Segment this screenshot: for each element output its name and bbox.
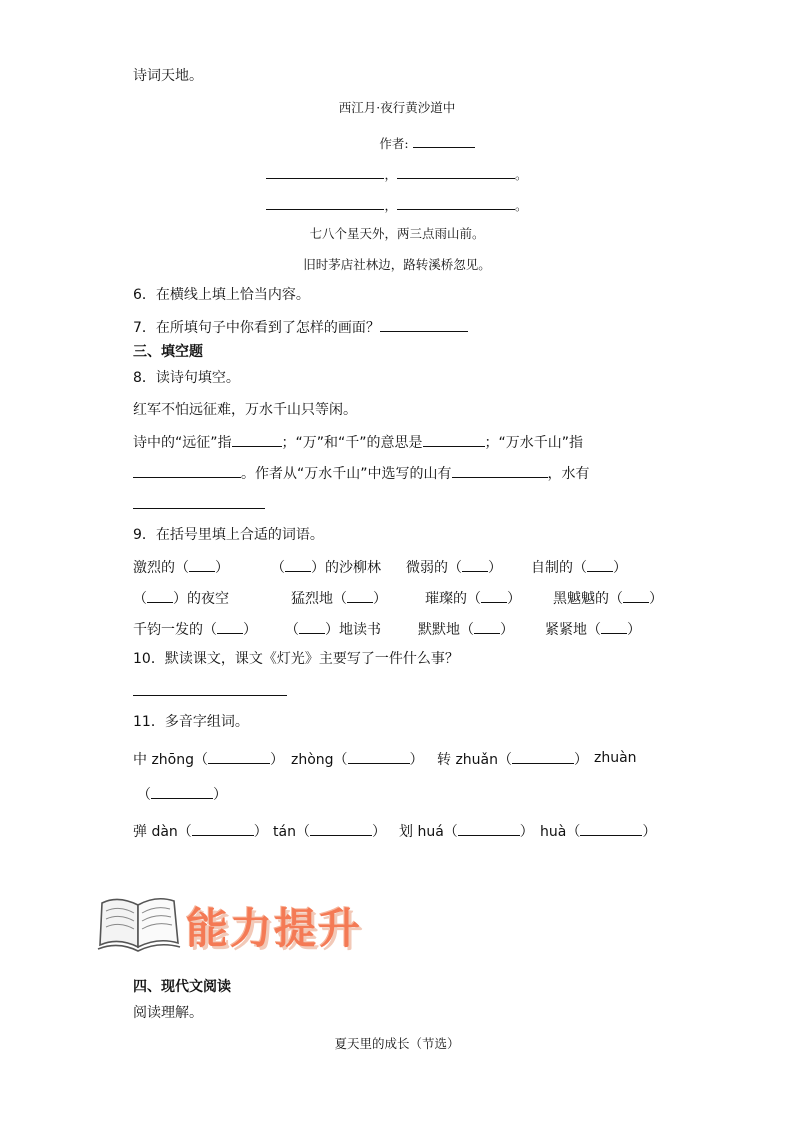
section-3-heading: 三、填空题 <box>133 344 203 360</box>
poem-line-2 <box>0 195 794 214</box>
q9-item-8: 黑魆魆的（ ） <box>553 588 663 608</box>
q9-item-9: 千钧一发的（ ） <box>133 619 257 639</box>
question-7 <box>133 317 468 337</box>
comma-2: ， <box>384 198 397 213</box>
q8-p5: ，水有 <box>547 466 590 482</box>
q11-item-zhuan4-blank: （ ） <box>137 784 227 804</box>
reading-prompt: 阅读理解。 <box>133 1005 203 1021</box>
author-label: 作者: <box>379 136 409 151</box>
period-2: 。 <box>515 198 528 213</box>
section-4-heading: 四、现代文阅读 <box>133 979 231 995</box>
q11-item-zhong1: 中 zhōng（ ） <box>133 749 284 769</box>
q9-item-6: 猛烈地（ ） <box>291 588 387 608</box>
q9-item-12: 紧紧地（ ） <box>545 619 641 639</box>
q8-blank-1[interactable] <box>232 432 282 447</box>
q9-item-10: （ ）地读书 <box>285 619 381 639</box>
poem-author <box>30 133 794 152</box>
question-11-title: 11．多音字组词。 <box>133 714 249 730</box>
question-6: 6．在横线上填上恰当内容。 <box>133 287 310 303</box>
q11-item-hua4: huà（ ） <box>540 821 656 841</box>
q11-item-zhuan3: 转 zhuǎn（ ） <box>437 749 588 769</box>
q11-item-dan: 弹 dàn（ ） <box>133 821 268 841</box>
question-8-verse: 红军不怕远征难，万水千山只等闲。 <box>133 402 357 418</box>
q9-item-11: 默默地（ ） <box>418 619 514 639</box>
comma-1: ， <box>384 167 397 182</box>
poem-line-1 <box>0 164 794 183</box>
q9-item-7: 璀璨的（ ） <box>425 588 521 608</box>
q8-p4: 。作者从“万水千山”中选写的山有 <box>241 466 452 482</box>
q9-item-5: （ ）的夜空 <box>133 588 229 608</box>
poem-blank-1[interactable] <box>266 164 384 179</box>
period-1: 。 <box>515 167 528 182</box>
question-9-title: 9．在括号里填上合适的词语。 <box>133 527 324 543</box>
q10-blank[interactable] <box>133 681 287 696</box>
open-book-icon <box>96 893 182 959</box>
question-8-title: 8．读诗句填空。 <box>133 370 240 386</box>
question-8-line-1 <box>133 432 583 452</box>
q9-item-4: 自制的（ ） <box>531 557 627 577</box>
poem-blank-3[interactable] <box>266 195 384 210</box>
q11-item-tan: tán（ ） <box>273 821 386 841</box>
q8-p1: 诗中的“远征”指 <box>133 435 232 451</box>
question-10-answer <box>133 681 287 701</box>
q9-item-1: 激烈的（ ） <box>133 557 229 577</box>
q11-item-hua2: 划 huá（ ） <box>399 821 534 841</box>
q11-item-zhuan4: zhuàn <box>594 750 637 766</box>
banner-title: 能力提升 <box>186 904 363 953</box>
q8-p2: ；“万”和“千”的意思是 <box>281 435 423 451</box>
question-8-line-2 <box>133 463 590 483</box>
poem-line-4: 旧时茅店社林边，路转溪桥忽见。 <box>303 257 491 272</box>
question-7-text: 7．在所填句子中你看到了怎样的画面？ <box>133 320 380 336</box>
author-blank[interactable] <box>413 133 475 148</box>
q8-blank-3[interactable] <box>133 463 241 478</box>
intro-text: 诗词天地。 <box>133 68 203 84</box>
poem-blank-2[interactable] <box>397 164 515 179</box>
poem-line-3: 七八个星天外，两三点雨山前。 <box>309 226 485 241</box>
question-8-line-3 <box>133 494 265 514</box>
poem-title: 西江月·夜行黄沙道中 <box>338 100 456 115</box>
question-10: 10．默读课文，课文《灯光》主要写了一件什么事？ <box>133 651 459 667</box>
q8-blank-4[interactable] <box>452 463 548 478</box>
q7-blank[interactable] <box>380 317 468 332</box>
q9-item-2: （ ）的沙柳林 <box>271 557 381 577</box>
q8-p3: ；“万水千山”指 <box>484 435 584 451</box>
q9-item-3: 微弱的（ ） <box>406 557 502 577</box>
q8-blank-2[interactable] <box>423 432 485 447</box>
passage-title: 夏天里的成长（节选） <box>334 1036 460 1051</box>
q11-item-zhong4: zhòng（ ） <box>291 749 424 769</box>
q8-blank-5[interactable] <box>133 494 265 509</box>
poem-blank-4[interactable] <box>397 195 515 210</box>
